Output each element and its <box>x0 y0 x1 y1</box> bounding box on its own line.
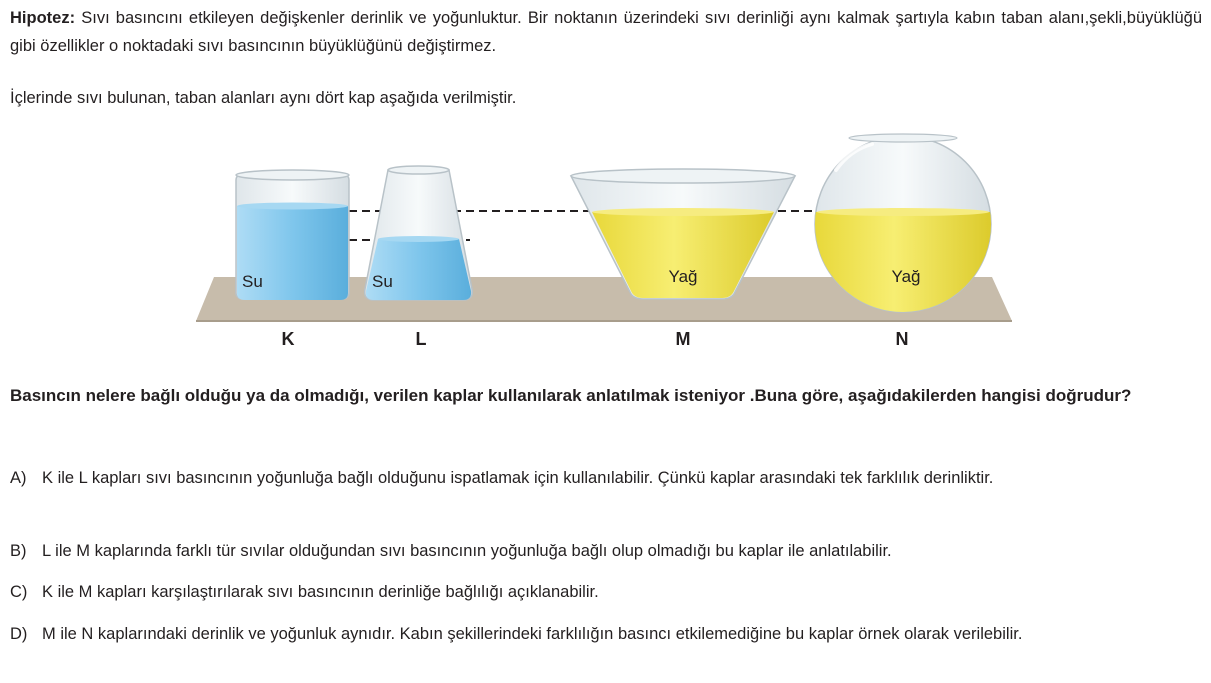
container-n <box>815 134 991 312</box>
hypothesis-label: Hipotez: <box>10 9 76 27</box>
intro-text: İçlerinde sıvı bulunan, taban alanları aynı dört kap aşağıda verilmiştir. <box>10 89 517 107</box>
option-d-text: M ile N kaplarındaki derinlik ve yoğunluk aynıdır. Kabın şekillerindeki farklılığın basıncı etkilemediğine bu kaplar örnek olarak verilebilir. <box>42 625 1023 643</box>
container-l <box>365 166 473 300</box>
liquid-label-k: Su <box>242 272 263 291</box>
option-d-label: D) <box>10 625 28 643</box>
option-c-label: C) <box>10 583 28 601</box>
option-a[interactable] <box>10 464 1202 492</box>
container-k <box>236 170 349 300</box>
option-c-text: K ile M kapları karşılaştırılarak sıvı basıncının derinliğe bağlılığı açıklanabilir. <box>42 583 599 601</box>
option-b-text: L ile M kaplarında farklı tür sıvılar olduğundan sıvı basıncının yoğunluğa bağlı olup olmadığı bu kaplar ile anlatılabilir. <box>42 542 892 560</box>
hypothesis-text: Sıvı basıncını etkileyen değişkenler derinlik ve yoğunluktur. Bir noktanın üzerindeki sıvı derinliği aynı kalmak şartıyla kabın taban alanı,şekli,büyüklüğü gibi özellikler o noktadaki sıvı basıncının büyüklüğünü değiştirmez. <box>10 9 1202 55</box>
container-letter-l: L <box>415 329 427 349</box>
question-text: Basıncın nelere bağlı olduğu ya da olmadığı, verilen kaplar kullanılarak anlatılmak isteniyor .Buna göre, aşağıdakilerden hangisi doğrudur? <box>10 386 1132 405</box>
liquid-label-m: Yağ <box>668 267 698 286</box>
container-letter-m: M <box>675 329 691 349</box>
container-letter-n: N <box>895 329 909 349</box>
option-c[interactable] <box>10 578 1202 606</box>
option-b-label: B) <box>10 542 27 560</box>
liquid-label-n: Yağ <box>891 267 921 286</box>
option-a-text: K ile L kapları sıvı basıncının yoğunluğa bağlı olduğunu ispatlamak için kullanılabilir. Çünkü kaplar arasındaki tek farklılık derinliktir. <box>42 469 994 487</box>
option-d[interactable] <box>10 620 1202 648</box>
option-a-label: A) <box>10 469 27 487</box>
container-letter-k: K <box>281 329 295 349</box>
option-b[interactable] <box>10 537 1202 565</box>
liquid-label-l: Su <box>372 272 393 291</box>
